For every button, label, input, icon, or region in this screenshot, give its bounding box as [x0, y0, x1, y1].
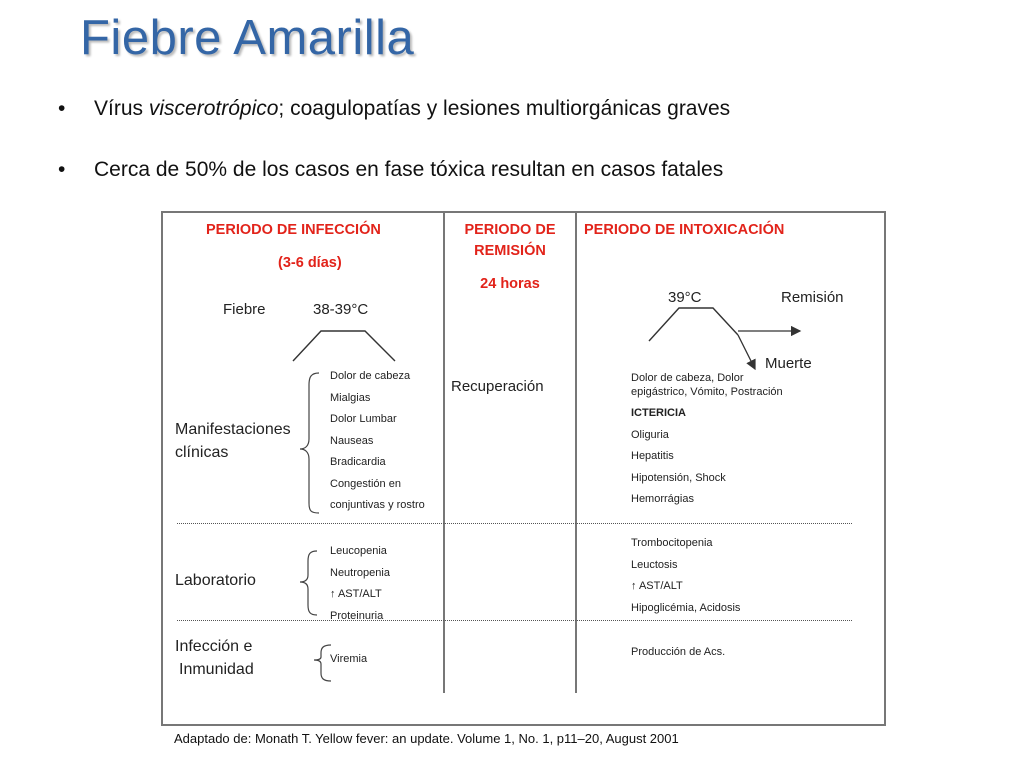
- recuperacion-text: Recuperación: [451, 378, 544, 395]
- list-item: Dolor de cabeza: [330, 370, 411, 382]
- list-item: Neutropenia: [330, 566, 390, 579]
- fever-curves: [163, 213, 888, 728]
- infection-clinical-list: [330, 366, 425, 517]
- list-item: ↑ AST/ALT: [631, 580, 683, 592]
- increase-arrow-icon: ↑: [330, 588, 336, 600]
- fever-curve-toxic: [649, 308, 738, 341]
- bullet-1-post: ; coagulopatías y lesiones multiorgánicas graves: [278, 97, 731, 120]
- toxic-clinical-list: [631, 403, 726, 511]
- fever-outcome-remision: Remisión: [781, 289, 844, 306]
- bullet-1: [58, 97, 730, 121]
- bullet-2: [58, 158, 723, 182]
- bullet-1-pre: Vírus: [94, 97, 149, 120]
- fever-temp-infection: 38-39°C: [313, 301, 369, 318]
- fever-temp-toxic: 39°C: [668, 289, 702, 306]
- yellow-fever-figure: [161, 211, 886, 726]
- header-remision-duration: 24 horas: [480, 276, 540, 292]
- list-item: Nauseas: [330, 434, 374, 447]
- source-caption: Adaptado de: Monath T. Yellow fever: an update. Volume 1, No. 1, p11–20, August 2001: [174, 731, 679, 746]
- fever-curve-infection: [293, 331, 395, 361]
- fever-outcome-muerte: Muerte: [765, 355, 812, 372]
- list-item: Viremia: [330, 653, 368, 665]
- list-item: Bradicardia: [330, 456, 386, 468]
- infection-lab-list: [330, 541, 390, 627]
- brace-immunity: [314, 645, 331, 681]
- row-label-manifestaciones: [175, 418, 291, 464]
- list-item-line2: epigástrico, Vómito, Postración: [631, 386, 783, 398]
- increase-arrow-icon: ↑: [631, 580, 637, 592]
- list-item: Dolor Lumbar: [330, 413, 397, 425]
- header-infeccion: PERIODO DE INFECCIÓN: [206, 222, 381, 238]
- brace-laboratory: [300, 551, 317, 615]
- toxic-clinical-first: [631, 371, 783, 399]
- list-item: Leucopenia: [330, 545, 387, 557]
- toxic-immunity-list: [631, 642, 725, 664]
- list-item: Congestión en: [330, 477, 401, 490]
- list-item: Leuctosis: [631, 558, 678, 571]
- fever-label: Fiebre: [223, 301, 266, 318]
- list-item: conjuntivas y rostro: [330, 499, 425, 511]
- row-label-manifestaciones-line1: Manifestaciones: [175, 421, 291, 438]
- list-item: Oliguria: [631, 428, 669, 441]
- list-item: Hipotensión, Shock: [631, 471, 726, 484]
- header-remision-line1: PERIODO DE: [464, 222, 556, 238]
- brace-clinical: [300, 373, 319, 513]
- list-item: ↑ AST/ALT: [330, 588, 382, 600]
- toxic-lab-list: [631, 533, 740, 619]
- bullet-marker: •: [58, 158, 66, 181]
- infection-immunity-list: [330, 649, 367, 671]
- bullet-1-italic: viscerotrópico: [148, 97, 279, 120]
- arrow-muerte: [738, 335, 755, 369]
- list-item: Mialgias: [330, 391, 371, 404]
- list-item: Hipoglicémia, Acidosis: [631, 601, 741, 614]
- list-item: Hepatitis: [631, 450, 674, 462]
- page-title: Fiebre Amarilla: [80, 11, 415, 65]
- header-intoxicacion: PERIODO DE INTOXICACIÓN: [584, 222, 785, 238]
- row-label-infeccion-line2: Inmunidad: [179, 661, 254, 678]
- list-item: Producción de Acs.: [631, 646, 726, 658]
- row-label-manifestaciones-line2: clínicas: [175, 444, 229, 461]
- row-label-laboratorio: Laboratorio: [175, 572, 256, 589]
- bullet-marker: •: [58, 97, 66, 120]
- row-label-infeccion-line1: Infección e: [175, 638, 253, 655]
- list-item: Hemorrágias: [631, 493, 694, 505]
- list-item-line1: Dolor de cabeza, Dolor: [631, 372, 744, 384]
- header-infeccion-duration: (3-6 días): [278, 255, 342, 271]
- list-item: Proteinuria: [330, 609, 384, 622]
- row-label-infeccion: [175, 635, 254, 681]
- header-remision-line2: REMISIÓN: [474, 243, 546, 259]
- list-item: Trombocitopenia: [631, 537, 713, 549]
- list-item: ICTERICIA: [631, 407, 686, 419]
- bullet-2-text: Cerca de 50% de los casos en fase tóxica resultan en casos fatales: [94, 158, 724, 181]
